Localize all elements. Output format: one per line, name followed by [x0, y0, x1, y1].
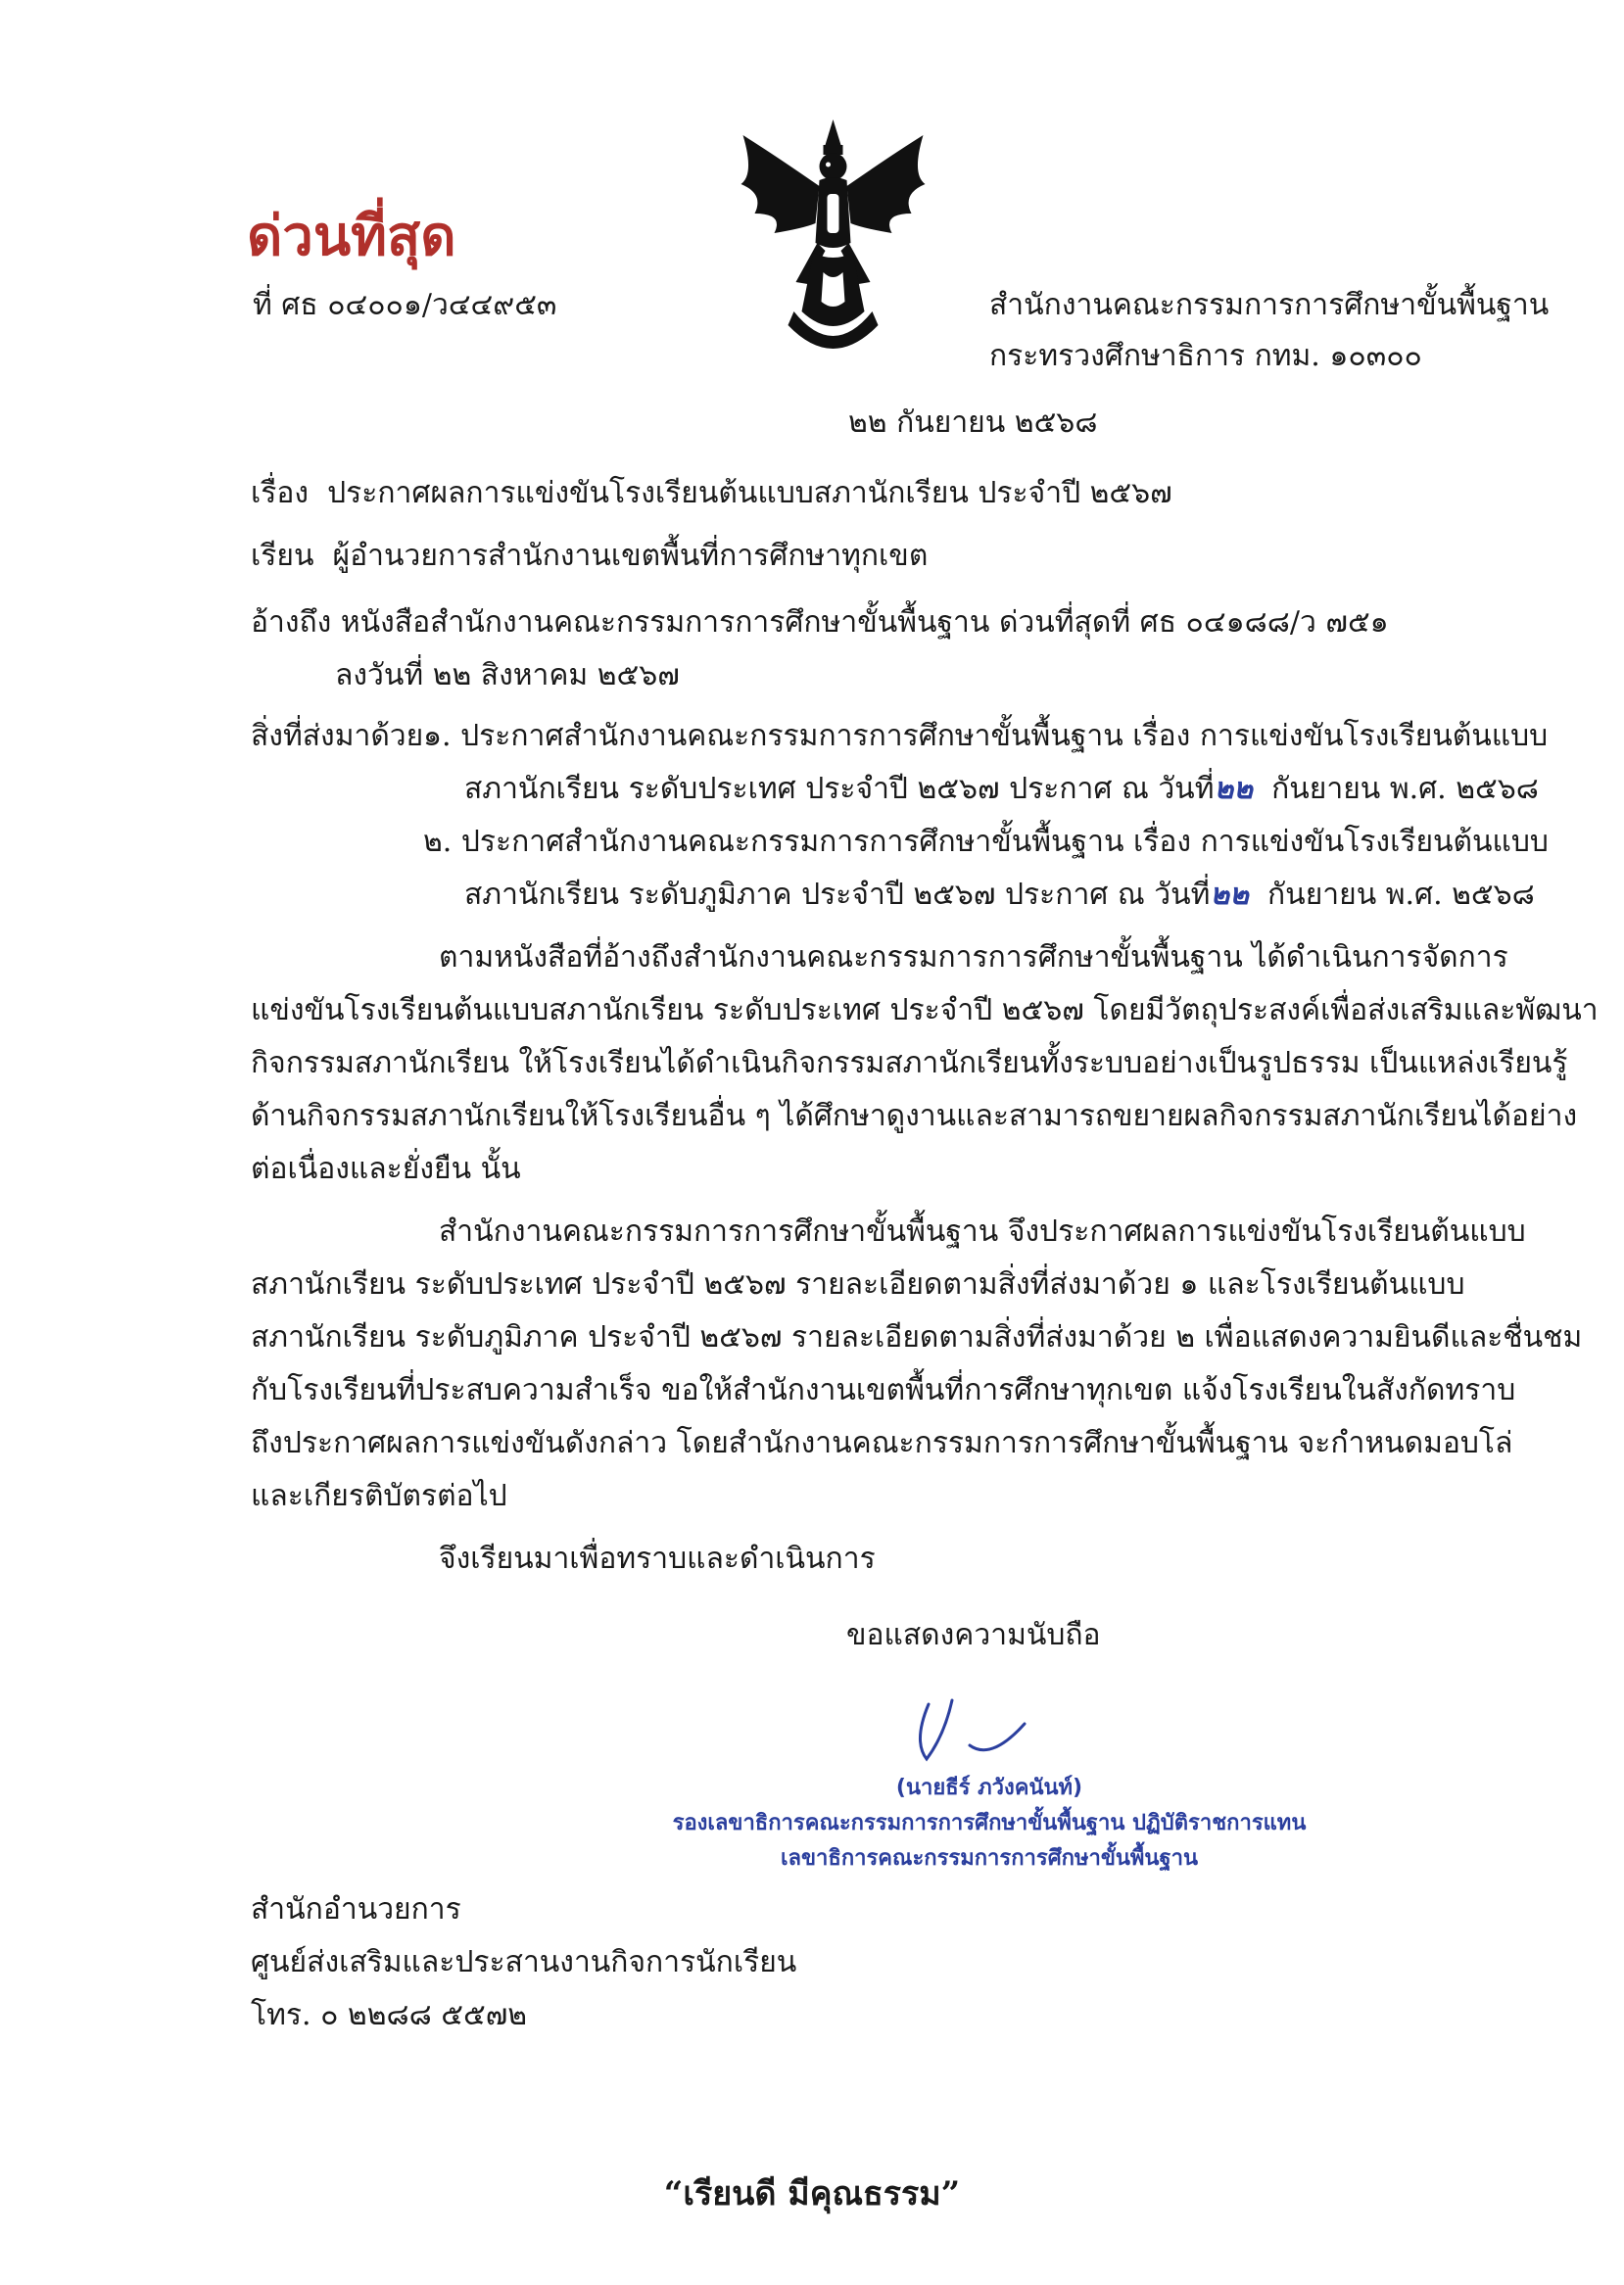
subject-text: ประกาศผลการแข่งขันโรงเรียนต้นแบบสภานักเรียน ประจำปี ๒๕๖๗ [327, 476, 1172, 510]
signatory-title-1: รองเลขาธิการคณะกรรมการการศึกษาขั้นพื้นฐาน ปฏิบัติราชการแทน [672, 1811, 1307, 1835]
addressee-text: ผู้อำนวยการสำนักงานเขตพื้นที่การศึกษาทุกเขต [332, 539, 929, 573]
para2-line-4: กับโรงเรียนที่ประสบความสำเร็จ ขอให้สำนักงานเขตพื้นที่การศึกษาทุกเขต แจ้งโรงเรียนในสังกัดทราบ [251, 1373, 1516, 1407]
enclosure-1-text: สภานักเรียน ระดับประเทศ ประจำปี ๒๕๖๗ ประกาศ ณ วันที่ [464, 772, 1215, 806]
garuda-emblem-icon [733, 116, 933, 360]
office-address: กระทรวงศึกษาธิการ กทม. ๑๐๓๐๐ [989, 339, 1422, 373]
para2-line-5: ถึงประกาศผลการแข่งขันดังกล่าว โดยสำนักงานคณะกรรมการการศึกษาขั้นพื้นฐาน จะกำหนดมอบโล่ [251, 1426, 1513, 1460]
footer-phone: โทร. ๐ ๒๒๘๘ ๕๕๗๒ [251, 1998, 528, 2032]
para1-line-3: กิจกรรมสภานักเรียน ให้โรงเรียนได้ดำเนินกิจกรรมสภานักเรียนทั้งระบบอย่างเป็นรูปธรรม เป็นแหล่งเรียนรู้ [251, 1046, 1568, 1080]
para1-line-4: ด้านกิจกรรมสภานักเรียนให้โรงเรียนอื่น ๆ ได้ศึกษาดูงานและสามารถขยายผลกิจกรรมสภานักเรียนได้อย่าง [251, 1099, 1578, 1133]
salutation: ขอแสดงความนับถือ [846, 1618, 1101, 1652]
subject-line [251, 474, 1172, 513]
enclosures-label: สิ่งที่ส่งมาด้วย [251, 719, 424, 753]
office-name: สำนักงานคณะกรรมการการศึกษาขั้นพื้นฐาน [989, 288, 1550, 322]
para2-line-1: สำนักงานคณะกรรมการการศึกษาขั้นพื้นฐาน จึงประกาศผลการแข่งขันโรงเรียนต้นแบบ [439, 1214, 1526, 1249]
enclosure-1-line-2 [464, 770, 1539, 809]
closing-request: จึงเรียนมาเพื่อทราบและดำเนินการ [439, 1542, 876, 1576]
enclosure-1-month-year: กันยายน พ.ศ. ๒๕๖๘ [1271, 772, 1539, 806]
signature-block [549, 1771, 1430, 1877]
enclosure-2-line-2 [464, 876, 1535, 915]
enclosure-1-line-1: ๑. ประกาศสำนักงานคณะกรรมการการศึกษาขั้นพื้นฐาน เรื่อง การแข่งขันโรงเรียนต้นแบบ [423, 719, 1549, 753]
signatory-title-2: เลขาธิการคณะกรรมการการศึกษาขั้นพื้นฐาน [781, 1846, 1198, 1871]
enclosure-2-line-1: ๒. ประกาศสำนักงานคณะกรรมการการศึกษาขั้นพื้นฐาน เรื่อง การแข่งขันโรงเรียนต้นแบบ [423, 825, 1549, 859]
reference-number: ที่ ศธ ๐๔๐๐๑/ว๔๔๙๕๓ [253, 288, 557, 322]
subject-label: เรื่อง [251, 476, 310, 510]
enclosure-2-text: สภานักเรียน ระดับภูมิภาค ประจำปี ๒๕๖๗ ประกาศ ณ วันที่ [464, 878, 1211, 912]
para2-line-3: สภานักเรียน ระดับภูมิภาค ประจำปี ๒๕๖๗ รายละเอียดตามสิ่งที่ส่งมาด้วย ๒ เพื่อแสดงความยินดีและชื่นชม [251, 1320, 1583, 1355]
para1-line-5: ต่อเนื่องและยั่งยืน นั้น [251, 1152, 521, 1186]
reference-line-2: ลงวันที่ ๒๒ สิงหาคม ๒๕๖๗ [335, 658, 680, 692]
para2-line-6: และเกียรติบัตรต่อไป [251, 1479, 507, 1513]
motto: “เรียนดี มีคุณธรรม” [663, 2174, 961, 2214]
para1-line-2: แข่งขันโรงเรียนต้นแบบสภานักเรียน ระดับประเทศ ประจำปี ๒๕๖๗ โดยมีวัตถุประสงค์เพื่อส่งเสริมและพัฒนา [251, 993, 1599, 1027]
enclosure-1-day: ๒๒ [1214, 772, 1254, 806]
footer-dept-2: ศูนย์ส่งเสริมและประสานงานกิจการนักเรียน [251, 1945, 797, 1979]
reference-line-1: อ้างถึง หนังสือสำนักงานคณะกรรมการการศึกษาขั้นพื้นฐาน ด่วนที่สุดที่ ศธ ๐๔๑๘๘/ว ๗๕๑ [251, 605, 1389, 640]
addressee-label: เรียน [251, 539, 314, 573]
handwritten-signature [901, 1685, 1048, 1773]
footer-dept-1: สำนักอำนวยการ [251, 1892, 461, 1927]
addressee-line [251, 537, 928, 576]
signatory-name: (นายธีร์ ภวังคนันท์) [895, 1776, 1083, 1800]
para1-line-1: ตามหนังสือที่อ้างถึงสำนักงานคณะกรรมการการศึกษาขั้นพื้นฐาน ได้ดำเนินการจัดการ [439, 940, 1508, 975]
enclosure-2-month-year: กันยายน พ.ศ. ๒๕๖๘ [1267, 878, 1535, 912]
urgency-label: ด่วนที่สุด [247, 205, 456, 268]
enclosure-2-day: ๒๒ [1210, 878, 1249, 912]
para2-line-2: สภานักเรียน ระดับประเทศ ประจำปี ๒๕๖๗ รายละเอียดตามสิ่งที่ส่งมาด้วย ๑ และโรงเรียนต้นแบบ [251, 1267, 1465, 1302]
document-date: ๒๒ กันยายน ๒๕๖๘ [848, 405, 1098, 440]
